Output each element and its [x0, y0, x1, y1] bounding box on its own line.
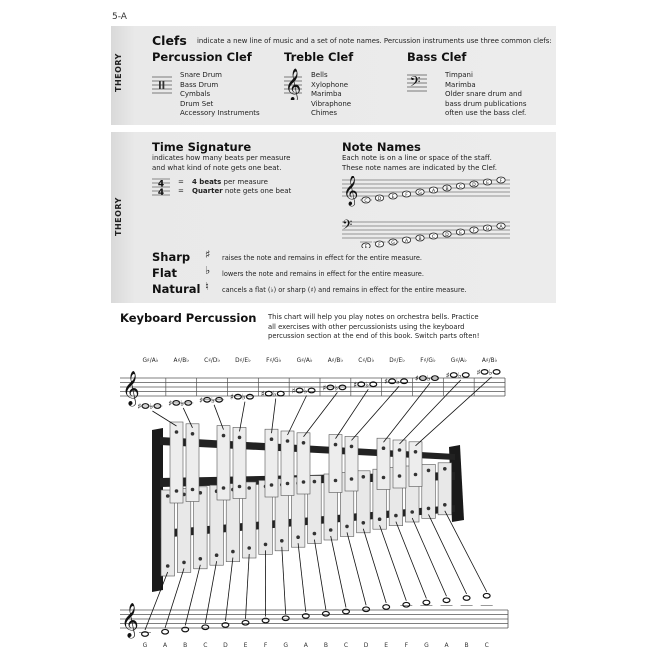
time-signature-desc: indicates how many beats per measure and what kind of note gets one beat.	[152, 154, 291, 172]
theory-tab: THEORY	[114, 197, 123, 236]
bar-peg	[270, 437, 274, 441]
bar-peg	[334, 479, 338, 483]
accidentals-staff	[120, 357, 505, 411]
note-head	[162, 629, 169, 634]
natural-label: A	[444, 642, 449, 649]
note-head	[423, 600, 430, 605]
leader-line	[363, 529, 386, 603]
bar-peg	[329, 528, 333, 532]
natural-label: C	[484, 642, 489, 649]
leader-line	[347, 532, 366, 605]
sharp-icon: ♯	[168, 398, 173, 408]
leader-line	[331, 536, 346, 608]
note-name-label: D	[472, 182, 476, 188]
note-names-title: Note Names	[342, 140, 421, 154]
time-signature-icon	[152, 177, 170, 197]
leader-line	[380, 525, 407, 601]
flat-icon: ♭	[149, 402, 154, 411]
flat-icon: ♭	[241, 392, 246, 402]
flat-icon: ♭	[180, 398, 185, 408]
bar-peg	[443, 503, 447, 507]
flat-icon: ♭	[365, 380, 370, 390]
leader-line	[152, 411, 176, 426]
sharp-icon: ♯	[199, 395, 203, 405]
time-signature-row-1: = 4 beats per measure	[178, 178, 268, 186]
note-head	[327, 385, 334, 390]
list-item: Snare Drum	[180, 71, 222, 79]
flat-icon: ♭	[272, 389, 277, 399]
leader-line	[304, 392, 338, 436]
note-head	[323, 611, 330, 616]
bass-clef-list	[445, 71, 526, 119]
sharp-desc: raises the note and remains in effect for the entire measure.	[222, 254, 422, 262]
note-name-label: B	[445, 186, 449, 192]
bar-peg	[382, 476, 386, 480]
list-item: Vibraphone	[311, 99, 352, 108]
bar-peg	[199, 557, 203, 561]
time-signature-title: Time Signature	[152, 140, 252, 154]
natural-label: D	[363, 642, 369, 649]
accidental-label: C♯/D♭	[358, 358, 375, 364]
flat-desc: lowers the note and remains in effect for the entire measure.	[222, 270, 424, 278]
accidental-label: G♯/A♭	[450, 358, 467, 364]
natural-label: C	[203, 642, 208, 649]
sharp-icon: ♯	[322, 383, 327, 393]
treble-clef-icon: 𝄞	[121, 603, 139, 638]
accidental-label: C♯/D♭	[204, 358, 221, 364]
flat-title: Flat	[152, 266, 178, 280]
bar-peg	[350, 477, 354, 481]
percussion-clef-title: Percussion Clef	[152, 50, 252, 64]
bass-clef-title: Bass Clef	[407, 50, 467, 64]
list-item: Older snare drum and	[445, 90, 522, 98]
bar-peg	[427, 507, 431, 511]
clefs-panel	[111, 26, 556, 125]
bass-staff	[342, 217, 510, 248]
natural-label: B	[183, 642, 188, 649]
accidental-label: F♯/G♭	[420, 358, 436, 364]
note-head	[296, 388, 303, 393]
flat-icon: ♭	[426, 374, 431, 384]
bar-peg	[345, 525, 349, 529]
list-item: Bass Drum	[180, 80, 219, 89]
note-names-desc: Each note is on a line or space of the staff. These note names are indicated by the Clef.	[342, 154, 497, 172]
sharp-title: Sharp	[152, 250, 191, 264]
accidental-label: G♯/A♭	[142, 358, 159, 364]
note-head	[363, 607, 370, 612]
note-name-label: B	[418, 236, 422, 242]
note-name-label: C	[364, 198, 368, 204]
note-name-label: G	[418, 190, 422, 196]
natural-bar	[422, 464, 436, 518]
bar-peg	[296, 535, 300, 539]
note-name-label: D	[377, 196, 382, 202]
accidental-label: G♯/A♭	[296, 358, 313, 364]
leader-line	[240, 402, 245, 432]
leader-line	[445, 511, 487, 592]
list-item: bass drum publications	[445, 99, 527, 108]
svg-text:𝄞: 𝄞	[284, 68, 302, 100]
note-name-label: F	[499, 178, 503, 184]
bar-peg	[302, 441, 306, 445]
note-name-label: E	[364, 244, 368, 248]
orchestra-bells-chart	[0, 340, 667, 667]
natural-bar	[438, 463, 452, 515]
note-name-label: E	[459, 230, 462, 236]
leader-line	[288, 396, 307, 436]
bar-peg	[247, 546, 251, 550]
bar-peg	[394, 514, 398, 518]
sharp-icon: ♯	[205, 248, 211, 261]
clefs-title: Clefs	[152, 33, 187, 48]
list-item: Xylophone	[311, 80, 349, 89]
flat-icon: ♭	[488, 367, 493, 377]
flat-icon: ♭	[457, 371, 462, 380]
list-item: Chimes	[311, 109, 338, 117]
bar-peg	[215, 553, 219, 557]
note-name-label: A	[431, 188, 436, 194]
leader-line	[272, 399, 276, 434]
flat-icon: ♭	[205, 264, 211, 277]
leader-line	[185, 565, 200, 626]
accidental-label: A♯/B♭	[481, 358, 498, 364]
accidental-bar	[345, 436, 358, 491]
accidental-label: D♯/E♭	[389, 358, 405, 364]
leader-line	[246, 554, 250, 619]
note-head	[403, 602, 410, 607]
sharp-icon: ♯	[384, 377, 388, 387]
accidental-bar	[409, 442, 422, 487]
bar-peg	[286, 439, 290, 443]
note-head	[462, 373, 469, 378]
leader-line	[412, 518, 446, 596]
bar-peg	[175, 489, 179, 493]
natural-label: G	[283, 642, 289, 649]
bar-peg	[264, 543, 268, 547]
keyboard-percussion-desc: This chart will help you play notes on orchestra bells. Practice all exercises with other percussionists using the keyboard percussion section at the end of this book. Switch parts often!	[268, 313, 480, 340]
bar-peg	[398, 448, 402, 452]
note-name-label: A	[404, 238, 409, 244]
note-names-staves	[342, 176, 527, 248]
sharp-icon: ♯	[291, 386, 296, 396]
sharp-icon: ♯	[353, 380, 358, 390]
page-label: 5-A	[112, 12, 127, 22]
leader-line	[298, 543, 306, 612]
bar-peg	[270, 483, 274, 487]
note-head	[282, 616, 289, 621]
bar-peg	[410, 510, 414, 514]
bass-clef-icon	[407, 72, 427, 94]
note-head	[450, 373, 457, 378]
accidental-label: A♯/B♭	[327, 358, 344, 364]
note-name-label: G	[391, 240, 395, 246]
accidental-bar	[377, 438, 390, 489]
percussion-clef-icon	[152, 74, 172, 96]
svg-text:4: 4	[157, 188, 165, 197]
bar-peg	[443, 467, 447, 471]
bar-peg	[302, 480, 306, 484]
note-name-label: F	[378, 242, 381, 248]
svg-text:𝄢: 𝄢	[409, 74, 421, 94]
bar-peg	[362, 475, 366, 479]
accidental-label: A♯/B♭	[173, 358, 189, 364]
sharp-icon: ♯	[414, 374, 419, 384]
natural-label: A	[163, 642, 168, 649]
accidental-bar	[393, 440, 406, 488]
treble-clef-icon	[284, 66, 302, 100]
clefs-intro: indicate a new line of music and a set of note names. Percussion instruments use three common clefs:	[197, 37, 552, 45]
flat-icon: ♭	[334, 383, 339, 393]
flat-icon: ♭	[211, 395, 215, 405]
note-head	[235, 394, 242, 399]
bass-clef-icon: 𝄢	[342, 217, 353, 236]
natural-label: G	[142, 642, 148, 649]
list-item: Accessory Instruments	[180, 109, 260, 117]
leader-line	[400, 380, 461, 444]
bar-peg	[398, 474, 402, 478]
note-head	[202, 625, 209, 630]
note-name-label: F	[405, 192, 408, 198]
list-item: Timpani	[445, 71, 473, 79]
accidental-label: F♯/G♭	[266, 358, 282, 364]
bar-peg	[378, 517, 382, 521]
natural-desc: cancels a flat (♭) or sharp (♯) and remains in effect for the entire measure.	[222, 286, 467, 294]
list-item: often use the bass clef.	[445, 109, 527, 117]
bar-peg	[427, 469, 431, 473]
note-name-label: E	[391, 194, 395, 200]
bar-peg	[238, 436, 242, 440]
note-name-label: A	[499, 224, 503, 230]
svg-text:4: 4	[157, 179, 165, 190]
note-head	[242, 620, 249, 625]
bar-peg	[166, 564, 170, 568]
note-name-label: D	[445, 232, 449, 238]
note-head	[277, 391, 284, 396]
note-head	[265, 391, 272, 396]
naturals-staff	[120, 593, 508, 649]
leader-line	[384, 383, 430, 442]
note-head	[443, 598, 450, 603]
sharp-icon: ♯	[476, 367, 481, 377]
note-name-label: E	[486, 180, 489, 186]
leader-line	[205, 561, 216, 623]
natural-label: D	[223, 642, 228, 649]
note-head	[463, 596, 470, 601]
bar-peg	[334, 443, 338, 447]
bar-peg	[191, 488, 195, 492]
note-head	[383, 605, 390, 610]
sharp-icon: ♯	[229, 392, 234, 402]
treble-clef-icon: 𝄞	[343, 176, 359, 206]
treble-clef-title: Treble Clef	[284, 50, 354, 64]
flat-icon: ♭	[396, 377, 400, 387]
natural-label: E	[384, 642, 389, 649]
natural-title: Natural	[152, 282, 201, 296]
leader-line	[352, 386, 400, 440]
keyboard-percussion-title: Keyboard Percussion	[120, 311, 257, 325]
leader-line	[336, 389, 369, 438]
bar-peg	[175, 430, 179, 434]
bar-peg	[222, 486, 226, 490]
leader-line	[225, 558, 233, 621]
leader-line	[429, 514, 467, 594]
note-name-label: G	[485, 226, 490, 232]
natural-label: B	[464, 642, 469, 649]
list-item: Bells	[311, 71, 328, 79]
time-signature-row-2: = Quarter note gets one beat	[178, 187, 292, 195]
note-name-label: F	[472, 228, 476, 234]
sharp-icon: ♯	[137, 402, 142, 411]
note-head	[493, 370, 500, 375]
note-head	[308, 388, 315, 393]
percussion-clef-list	[180, 71, 260, 119]
list-item: Marimba	[445, 80, 476, 89]
bar-peg	[350, 445, 354, 449]
list-item: Drum Set	[180, 99, 214, 108]
bar-peg	[313, 480, 317, 484]
accidental-label: D♯/E♭	[235, 358, 251, 364]
list-item: Cymbals	[180, 90, 211, 98]
orchestra-bells-icon	[152, 422, 464, 592]
list-item: Marimba	[311, 90, 342, 98]
bar-peg	[414, 450, 418, 454]
bar-peg	[222, 434, 226, 438]
bar-peg	[286, 482, 290, 486]
theory-tab: THEORY	[114, 53, 123, 92]
note-head	[339, 385, 346, 390]
theory-panel	[111, 132, 556, 303]
bar-peg	[313, 532, 317, 536]
natural-label: E	[243, 642, 248, 649]
note-head	[481, 370, 488, 375]
natural-label: C	[343, 642, 349, 649]
note-name-label: C	[431, 234, 436, 240]
leader-line	[282, 547, 286, 614]
bar-peg	[166, 494, 170, 498]
bar-peg	[280, 539, 284, 543]
note-name-label: C	[458, 184, 463, 190]
natural-icon: ♮	[205, 280, 209, 293]
treble-staff	[342, 176, 510, 207]
natural-label: B	[323, 642, 328, 649]
sharp-icon: ♯	[260, 389, 265, 399]
natural-label: A	[303, 642, 308, 649]
natural-label: F	[404, 642, 409, 649]
sharp-icon: ♯	[445, 371, 450, 380]
flat-icon: ♭	[303, 386, 308, 396]
treble-clef-list	[311, 71, 351, 119]
note-head	[483, 593, 490, 598]
bar-peg	[414, 473, 418, 477]
leader-line	[396, 522, 427, 599]
bar-peg	[231, 550, 235, 554]
natural-label: F	[263, 642, 268, 649]
bar-peg	[191, 432, 195, 436]
bar-peg	[182, 561, 186, 565]
treble-clef-icon: 𝄞	[122, 371, 140, 406]
natural-label: G	[424, 642, 429, 649]
leader-line	[314, 540, 326, 610]
bar-peg	[382, 446, 386, 450]
note-head	[247, 394, 254, 399]
bar-peg	[238, 485, 242, 489]
bar-peg	[362, 521, 366, 525]
bar-peg	[247, 486, 251, 490]
